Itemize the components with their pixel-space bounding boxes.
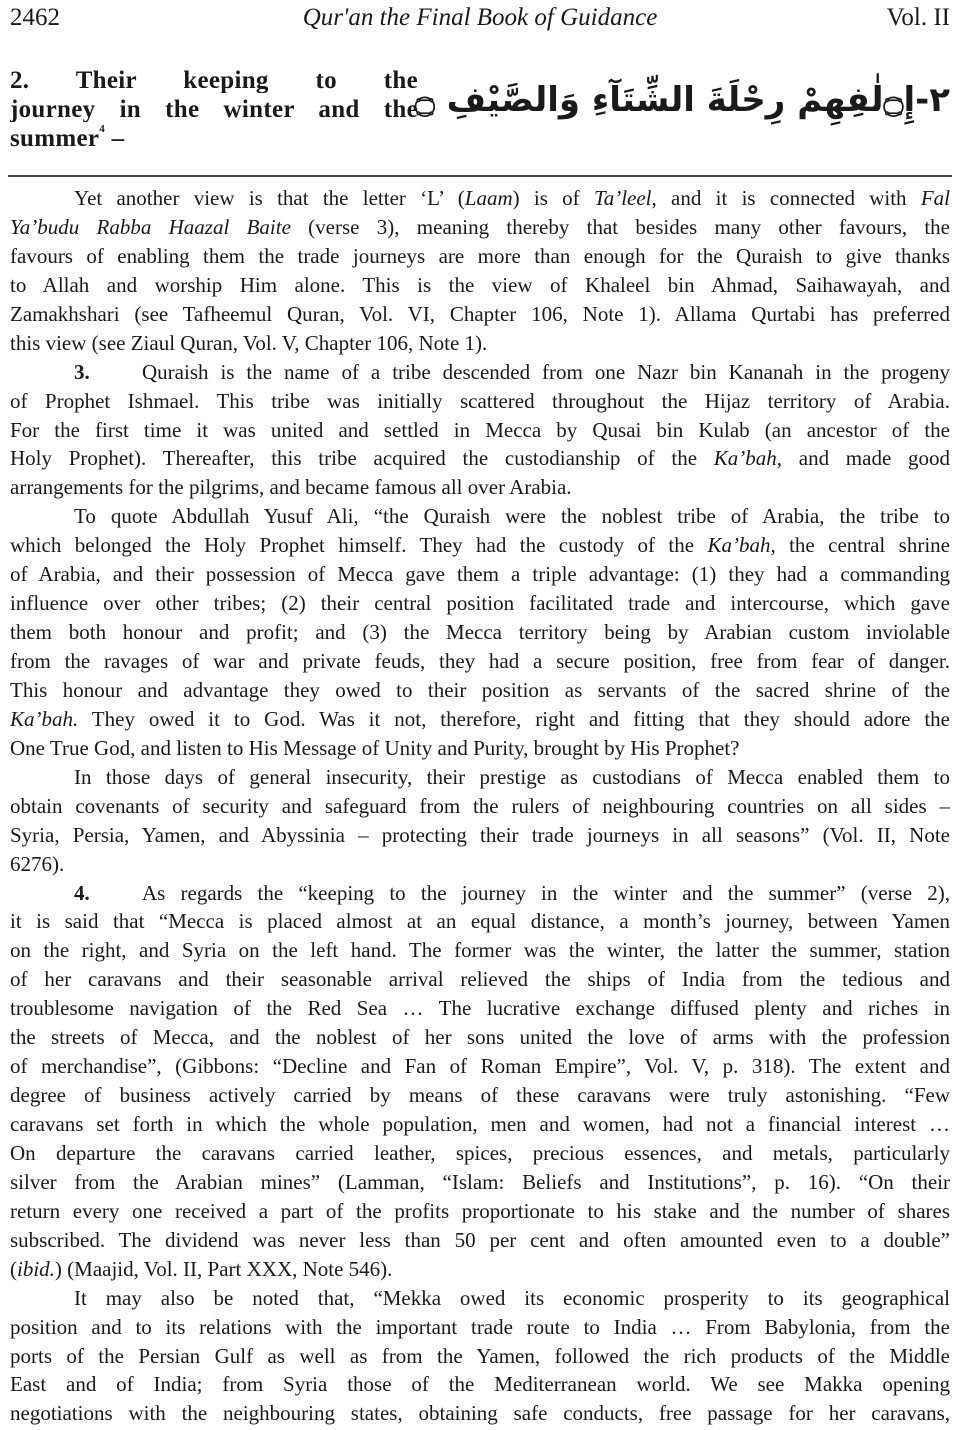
text-run: which belonged the Holy Prophet himself. They had the custody of the	[10, 533, 708, 558]
text-run: In those days of general insecurity, their prestige as custodians of Mecca enabled them to	[74, 764, 950, 789]
text-line	[10, 676, 950, 705]
text-line	[10, 734, 950, 763]
text-line	[10, 329, 950, 358]
text-run: from the ravages of war and private feuds, they had a secure position, free from fear of danger.	[10, 649, 950, 673]
text-run: of Arabia, and their possession of Mecca gave them a triple advantage: (1) they had a commanding	[10, 562, 950, 587]
text-run: (verse 3), meaning thereby that besides many other favours, the	[290, 214, 950, 239]
text-line	[10, 965, 950, 994]
text-line	[10, 763, 950, 792]
text-run: 6276).	[10, 851, 65, 876]
text-run: For the first time it was united and settled in Mecca by Qusai bin Kulab (an ancestor of the	[10, 417, 950, 442]
header-divider	[8, 175, 952, 177]
italic-term: Ka’bah,	[707, 533, 776, 558]
text-run: East and of India; from Syria those of the Mediterranean world. We see Makka opening	[10, 1372, 950, 1397]
text-line	[10, 1110, 950, 1139]
text-run: the central shrine	[775, 533, 950, 558]
note-paragraph	[10, 879, 950, 1284]
verse-line: journey in the winter and the	[10, 95, 418, 122]
text-line	[10, 1255, 950, 1284]
text-run: arrangements for the pilgrims, and became famous all over Arabia.	[10, 475, 572, 500]
text-run: favours of enabling them the trade journeys are more than enough for the Quraish to give thanks	[10, 243, 950, 268]
text-line	[10, 994, 950, 1023]
italic-term: ibid.	[17, 1256, 55, 1281]
text-run: On departure the caravans carried leather, spices, precious essences, and metals, particularly	[10, 1140, 950, 1165]
italic-term: Ka’bah.	[10, 706, 79, 731]
text-line	[10, 444, 950, 473]
text-line	[10, 647, 950, 676]
text-run: They owed it to God. Was it not, therefore, right and fitting that they should adore the	[78, 706, 950, 731]
text-run: the streets of Mecca, and the noblest of her sons united the love of arms with the profession	[10, 1025, 950, 1050]
text-line	[10, 705, 950, 734]
text-run: and made good	[782, 446, 950, 471]
footnote-marker[interactable]: 4	[99, 122, 106, 135]
text-run: It may also be noted that, “Mekka owed its economic prosperity to its geographical	[74, 1285, 950, 1310]
text-run: Syria, Persia, Yamen, and Abyssinia – protecting their trade journeys in all seasons” (Vol. II, Note	[10, 822, 950, 847]
text-run: As regards the “keeping to the journey in the winter and the summer” (verse 2),	[142, 880, 950, 905]
text-line	[10, 589, 950, 618]
text-line	[10, 300, 950, 329]
verse-line: 2. Their keeping to the	[10, 67, 418, 93]
verse-line-text: summer	[10, 124, 100, 151]
text-run: degree of business actively carried by means of these caravans were truly astonishing. “Few	[10, 1083, 950, 1108]
verse-block	[10, 64, 950, 172]
text-line	[10, 907, 950, 936]
text-run: Yet another view is that the letter ‘L’ (	[74, 186, 465, 210]
text-run: (	[10, 1256, 17, 1281]
italic-term: Laam	[464, 186, 513, 210]
italic-term: Ka’bah,	[713, 446, 783, 471]
text-line	[10, 271, 950, 300]
paragraph	[10, 763, 950, 879]
text-line	[10, 1370, 950, 1399]
text-run: subscribed. The dividend was never less than 50 per cent and often amounted even to a double”	[10, 1227, 950, 1252]
text-line	[10, 242, 950, 271]
text-run: To quote Abdullah Yusuf Ali, “the Quraish were the noblest tribe of Arabia, the tribe to	[74, 504, 950, 529]
text-line	[10, 1081, 950, 1110]
volume-label: Vol. II	[886, 4, 950, 31]
text-run: this view (see Ziaul Quran, Vol. V, Chapter 106, Note 1).	[10, 330, 488, 355]
text-line	[10, 531, 950, 560]
text-line	[10, 1139, 950, 1168]
italic-term: Ya’budu Rabba Haazal Baite	[10, 214, 291, 239]
text-line	[10, 1197, 950, 1226]
italic-term: Ta’leel,	[593, 186, 657, 210]
text-run: silver from the Arabian mines” (Lamman, “Islam: Beliefs and Institutions”, p. 16). “On their	[10, 1169, 950, 1194]
text-run: influence over other tribes; (2) their central position facilitated trade and intercourse, which gave	[10, 591, 950, 616]
text-line	[10, 1399, 950, 1428]
text-line	[10, 1313, 950, 1342]
italic-term: Fal	[920, 186, 950, 210]
text-line	[10, 618, 950, 647]
text-line	[10, 560, 950, 589]
text-line	[10, 387, 950, 416]
text-line	[10, 1052, 950, 1081]
text-run: troublesome navigation of the Red Sea … The lucrative exchange diffused plenty and riches in	[10, 996, 950, 1021]
verse-line	[10, 122, 418, 151]
text-run: return every one received a part of the profits proportionate to his stake and the number of shares	[10, 1198, 950, 1223]
note-number: 4.	[74, 880, 90, 905]
text-line	[10, 936, 950, 965]
text-run: position and to its relations with the important trade route to India … From Babylonia, from the	[10, 1314, 950, 1339]
text-line	[10, 821, 950, 850]
text-line	[10, 213, 950, 242]
text-line	[10, 879, 950, 908]
text-run: it is said that “Mecca is placed almost at an equal distance, a month’s journey, between Yamen	[10, 909, 950, 934]
text-run: ) is of	[512, 186, 594, 210]
text-line	[10, 850, 950, 879]
verse-translation	[10, 64, 418, 151]
text-run: to Allah and worship Him alone. This is the view of Khaleel bin Ahmad, Saihawayah, and	[10, 272, 950, 297]
text-run: Zamakhshari (see Tafheemul Quran, Vol. VI, Chapter 106, Note 1). Allama Qurtabi has preferred	[10, 301, 950, 326]
text-line	[10, 1284, 950, 1313]
book-title: Qur'an the Final Book of Guidance	[302, 4, 658, 31]
text-run: of her caravans and their seasonable arrival relieved the ships of India from the tedious and	[10, 967, 950, 992]
arabic-verse: ٢-إِ۝لٰفِهِمْ رِحْلَةَ الشِّتَآءِ وَالصَّيْفِ ۝	[414, 80, 950, 120]
text-run: caravans set forth in which the whole population, men and women, had not a financial interest …	[10, 1112, 950, 1136]
text-line	[10, 184, 950, 213]
text-line	[10, 473, 950, 502]
text-line	[10, 1342, 950, 1371]
note-paragraph	[10, 358, 950, 503]
text-run: them both honour and profit; and (3) the Mecca territory being by Arabian custom inviolable	[10, 620, 950, 645]
text-run: Quraish is the name of a tribe descended from one Nazr bin Kananah in the progeny	[142, 359, 950, 384]
text-line	[10, 1023, 950, 1052]
text-run: obtain covenants of security and safeguard from the rulers of neighbouring countries on all sides –	[10, 793, 950, 818]
paragraph	[10, 184, 950, 358]
text-line	[10, 792, 950, 821]
running-header	[10, 2, 950, 34]
text-line	[10, 1168, 950, 1197]
text-run: ) (Maajid, Vol. II, Part XXX, Note 546).	[54, 1256, 393, 1281]
text-run: negotiations with the neighbouring states, obtaining safe conducts, free passage for her caravans,	[10, 1401, 950, 1426]
text-line	[10, 416, 950, 445]
note-number: 3.	[74, 359, 90, 384]
commentary-body	[10, 184, 950, 1428]
text-line	[10, 358, 950, 387]
text-run: and it is connected with	[656, 186, 921, 210]
text-run: Holy Prophet). Thereafter, this tribe acquired the custodianship of the	[10, 446, 714, 471]
text-run: ports of the Persian Gulf as well as from the Yamen, followed the rich products of the Middle	[10, 1343, 950, 1368]
text-line	[10, 502, 950, 531]
paragraph	[10, 502, 950, 762]
text-run: One True God, and listen to His Message of Unity and Purity, brought by His Prophet?	[10, 735, 740, 760]
text-run: This honour and advantage they owed to their position as servants of the sacred shrine of the	[10, 677, 950, 702]
page-number: 2462	[10, 4, 60, 31]
text-run: of merchandise”, (Gibbons: “Decline and Fan of Roman Empire”, Vol. V, p. 318). The extent and	[10, 1054, 950, 1079]
verse-dash: –	[105, 124, 125, 151]
text-line	[10, 1226, 950, 1255]
text-run: on the right, and Syria on the left hand. The former was the winter, the latter the summer, station	[10, 938, 950, 963]
paragraph	[10, 1284, 950, 1429]
text-run: of Prophet Ishmael. This tribe was initially scattered throughout the Hijaz territory of Arabia.	[10, 388, 950, 413]
